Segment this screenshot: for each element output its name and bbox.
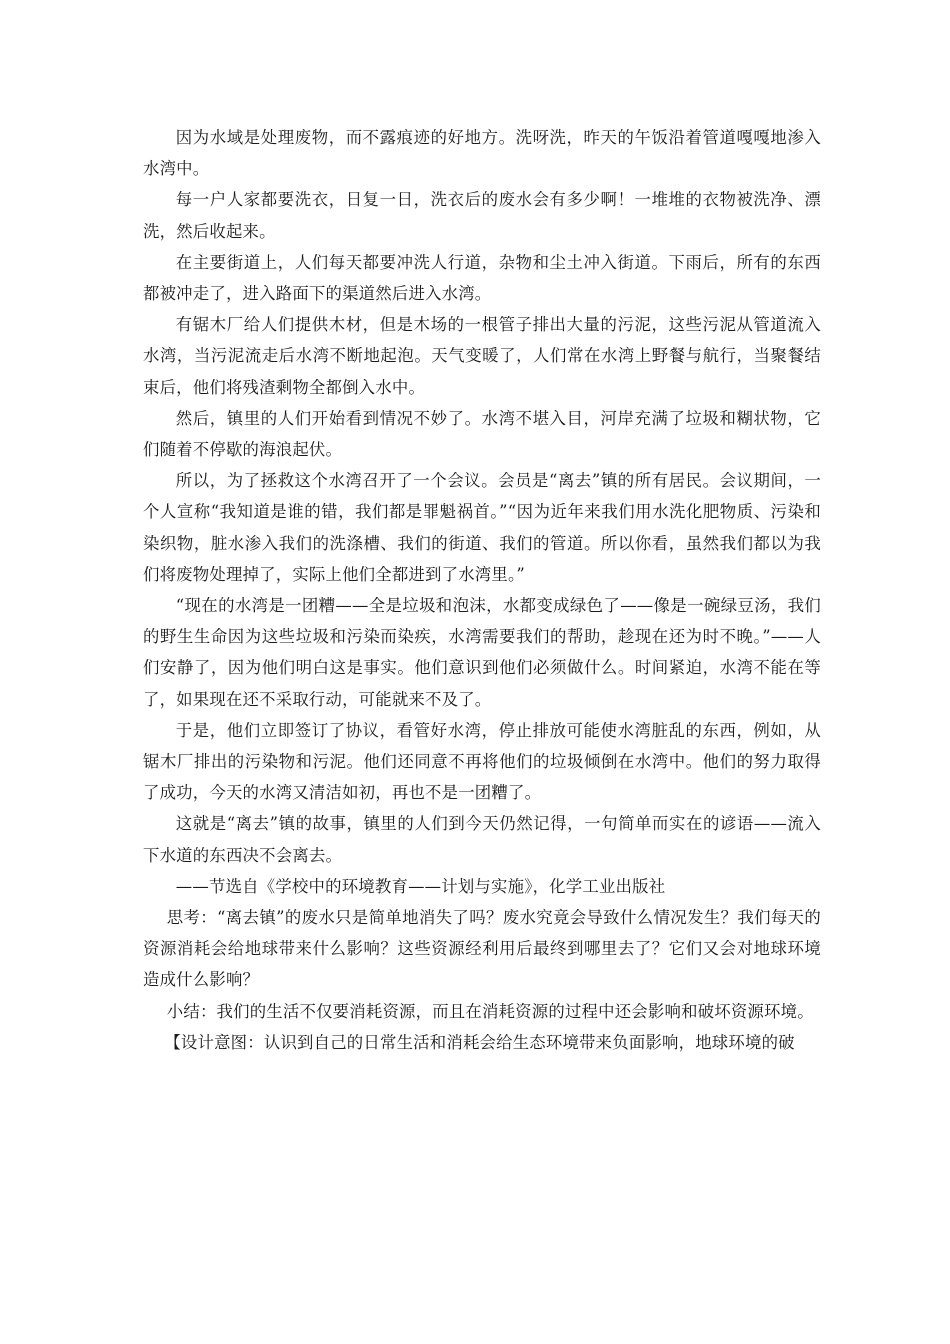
paragraph-9: 这就是“离去”镇的故事，镇里的人们到今天仍然记得，一句简单而实在的谚语——流入下水道的东西决不会离去。 — [143, 814, 821, 865]
paragraph-6: 所以，为了拯救这个水湾召开了一个会议。会员是“离去”镇的所有居民。会议期间，一个人宣称“我知道是谁的错，我们都是罪魁祸首。”“因为近年来我们用水洗化肥物质、污染和染织物，脏水渗入我们的洗涤槽、我们的街道、我们的管道。所以你看，虽然我们都以为我们将废物处理掉了，实际上他们全都进到了水湾里。” — [143, 471, 821, 584]
paragraph-7: “现在的水湾是一团糟——全是垃圾和泡沫，水都变成绿色了——像是一碗绿豆汤，我们的野生生命因为这些垃圾和污染而染疾，水湾需要我们的帮助，趁现在还为时不晚。”——人们安静了，因为他们明白这是事实。他们意识到他们必须做什么。时间紧迫，水湾不能在等了，如果现在还不采取行动，可能就来不及了。 — [143, 596, 821, 709]
design-intent-paragraph: 【设计意图：认识到自己的日常生活和消耗会给生态环境带来负面影响，地球环境的破 — [164, 1032, 795, 1052]
question-paragraph: 思考：“离去镇”的废水只是简单地消失了吗？废水究竟会导致什么情况发生？我们每天的资源消耗会给地球带来什么影响？这些资源经利用后最终到哪里去了？它们又会对地球环境造成什么影响？ — [143, 908, 821, 990]
summary-paragraph: 小结：我们的生活不仅要消耗资源，而且在消耗资源的过程中还会影响和破坏资源环境。 — [166, 1001, 814, 1021]
source-citation: ——节选自《学校中的环境教育——计划与实施》，化学工业出版社 — [175, 876, 666, 896]
paragraph-5: 然后，镇里的人们开始看到情况不妙了。水湾不堪入目，河岸充满了垃圾和糊状物，它们随着不停歇的海浪起伏。 — [143, 408, 821, 460]
paragraph-2: 每一户人家都要洗衣，日复一日，洗衣后的废水会有多少啊！一堆堆的衣物被洗净、漂洗，然后收起来。 — [143, 190, 821, 241]
document-body — [143, 122, 821, 1058]
paragraph-8: 于是，他们立即签订了协议，看管好水湾，停止排放可能使水湾脏乱的东西，例如，从锯木厂排出的污染物和污泥。他们还同意不再将他们的垃圾倾倒在水湾中。他们的努力取得了成功，今天的水湾又清洁如初，再也不是一团糟了。 — [143, 720, 821, 803]
paragraph-3: 在主要街道上，人们每天都要冲洗人行道，杂物和尘土冲入街道。下雨后，所有的东西都被冲走了，进入路面下的渠道然后进入水湾。 — [143, 252, 821, 304]
paragraph-4: 有锯木厂给人们提供木材，但是木场的一根管子排出大量的污泥，这些污泥从管道流入水湾，当污泥流走后水湾不断地起泡。天气变暖了，人们常在水湾上野餐与航行，当聚餐结束后，他们将残渣剩物全都倒入水中。 — [143, 315, 821, 397]
paragraph-1: 因为水域是处理废物，而不露痕迹的好地方。洗呀洗，昨天的午饭沿着管道嘎嘎地渗入水湾中。 — [143, 128, 821, 179]
